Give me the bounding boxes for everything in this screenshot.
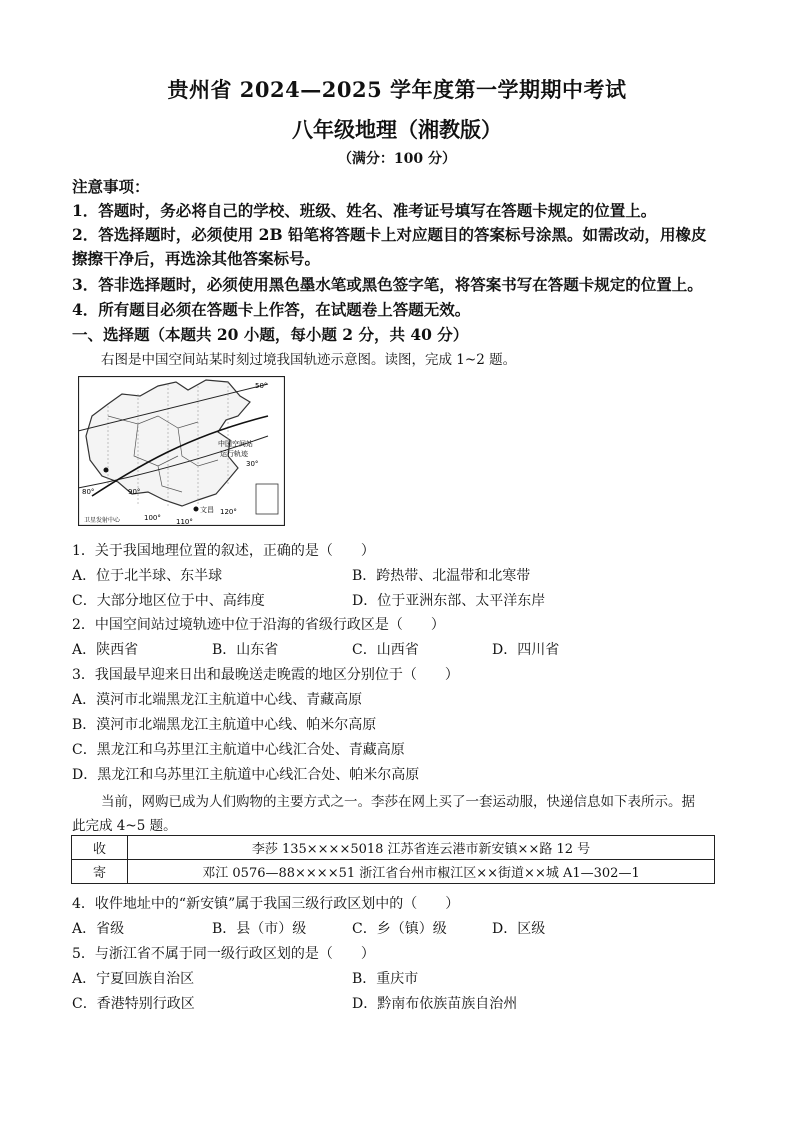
full-score: （满分：100 分） (337, 151, 457, 167)
q2-option-d: D．四川省 (492, 642, 560, 658)
notice-item: 4．所有题目必须在答题卡上作答，在试题卷上答题无效。 (72, 300, 471, 319)
notice-item: 擦擦干净后，再选涂其他答案标号。 (72, 249, 321, 268)
question-3: 3．我国最早迎来日出和最晚送走晚霞的地区分别位于（ ） (72, 667, 459, 683)
shipping-intro: 当前，网购已成为人们购物的主要方式之一。李莎在网上买了一套运动服，快递信息如下表所示。据 (101, 794, 695, 810)
table-cell-label: 收 (72, 836, 128, 860)
map-label: 30° (246, 460, 259, 468)
q3-option-b: B．漠河市北端黑龙江主航道中心线、帕米尔高原 (72, 717, 377, 733)
map-label: 50° (255, 382, 268, 390)
q4-option-a: A．省级 (72, 921, 125, 937)
question-4: 4．收件地址中的“新安镇”属于我国三级行政区划中的（ ） (72, 896, 460, 912)
q3-option-d: D．黑龙江和乌苏里江主航道中心线汇合处、帕米尔高原 (72, 767, 420, 783)
map-label: 110° (176, 518, 193, 526)
space-station-orbit-map (78, 376, 285, 526)
q4-option-d: D．区级 (492, 921, 546, 937)
map-intro: 右图是中国空间站某时刻过境我国轨迹示意图。读图，完成 1~2 题。 (101, 352, 517, 368)
q2-option-a: A．陕西省 (72, 642, 139, 658)
shipping-info-table (71, 835, 715, 884)
question-1: 1．关于我国地理位置的叙述，正确的是（ ） (72, 543, 375, 559)
shipping-intro-cont: 此完成 4~5 题。 (72, 818, 177, 834)
q4-option-c: C．乡（镇）级 (352, 921, 447, 937)
table-cell-value: 邓江 0576—88××××51 浙江省台州市椒江区××街道××城 A1—302—1 (128, 860, 715, 884)
exam-subtitle: 八年级地理（湘教版） (292, 117, 502, 142)
map-label: 运行轨迹 (220, 450, 248, 458)
q1-option-b: B．跨热带、北温带和北寒带 (352, 568, 531, 584)
q4-option-b: B．县（市）级 (212, 921, 307, 937)
notice-item: 1．答题时，务必将自己的学校、班级、姓名、准考证号填写在答题卡规定的位置上。 (72, 201, 657, 220)
map-label: 120° (220, 508, 237, 516)
q3-option-a: A．漠河市北端黑龙江主航道中心线、青藏高原 (72, 692, 363, 708)
notice-heading: 注意事项： (72, 177, 150, 196)
map-label: 文昌 (200, 506, 214, 514)
map-label: 卫星发射中心 (84, 517, 121, 524)
section-heading: 一、选择题（本题共 20 小题，每小题 2 分，共 40 分） (72, 325, 469, 344)
q5-option-b: B．重庆市 (352, 971, 419, 987)
map-label: 中国空间站 (218, 440, 253, 448)
map-label: 80° (82, 488, 95, 496)
q5-option-a: A．宁夏回族自治区 (72, 971, 195, 987)
q5-option-c: C．香港特别行政区 (72, 996, 195, 1012)
question-5: 5．与浙江省不属于同一级行政区划的是（ ） (72, 946, 375, 962)
q1-option-a: A．位于北半球、东半球 (72, 568, 223, 584)
q1-option-d: D．位于亚洲东部、太平洋东岸 (352, 593, 546, 609)
map-label: 90° (128, 488, 141, 496)
q2-option-c: C．山西省 (352, 642, 419, 658)
notice-item: 3．答非选择题时，必须使用黑色墨水笔或黑色签字笔，将答案书写在答题卡规定的位置上。 (72, 275, 703, 294)
table-row (72, 860, 715, 884)
table-row (72, 836, 715, 860)
table-cell-value: 李莎 135××××5018 江苏省连云港市新安镇××路 12 号 (128, 836, 715, 860)
q1-option-c: C．大部分地区位于中、高纬度 (72, 593, 265, 609)
exam-title: 贵州省 2024—2025 学年度第一学期期中考试 (167, 77, 627, 102)
q2-option-b: B．山东省 (212, 642, 279, 658)
notice-item: 2．答选择题时，必须使用 2B 铅笔将答题卡上对应题目的答案标号涂黑。如需改动，用橡皮 (72, 225, 707, 244)
table-cell-label: 寄 (72, 860, 128, 884)
q3-option-c: C．黑龙江和乌苏里江主航道中心线汇合处、青藏高原 (72, 742, 405, 758)
q5-option-d: D．黔南布依族苗族自治州 (352, 996, 518, 1012)
question-2: 2．中国空间站过境轨迹中位于沿海的省级行政区是（ ） (72, 617, 445, 633)
map-label: 100° (144, 514, 161, 522)
